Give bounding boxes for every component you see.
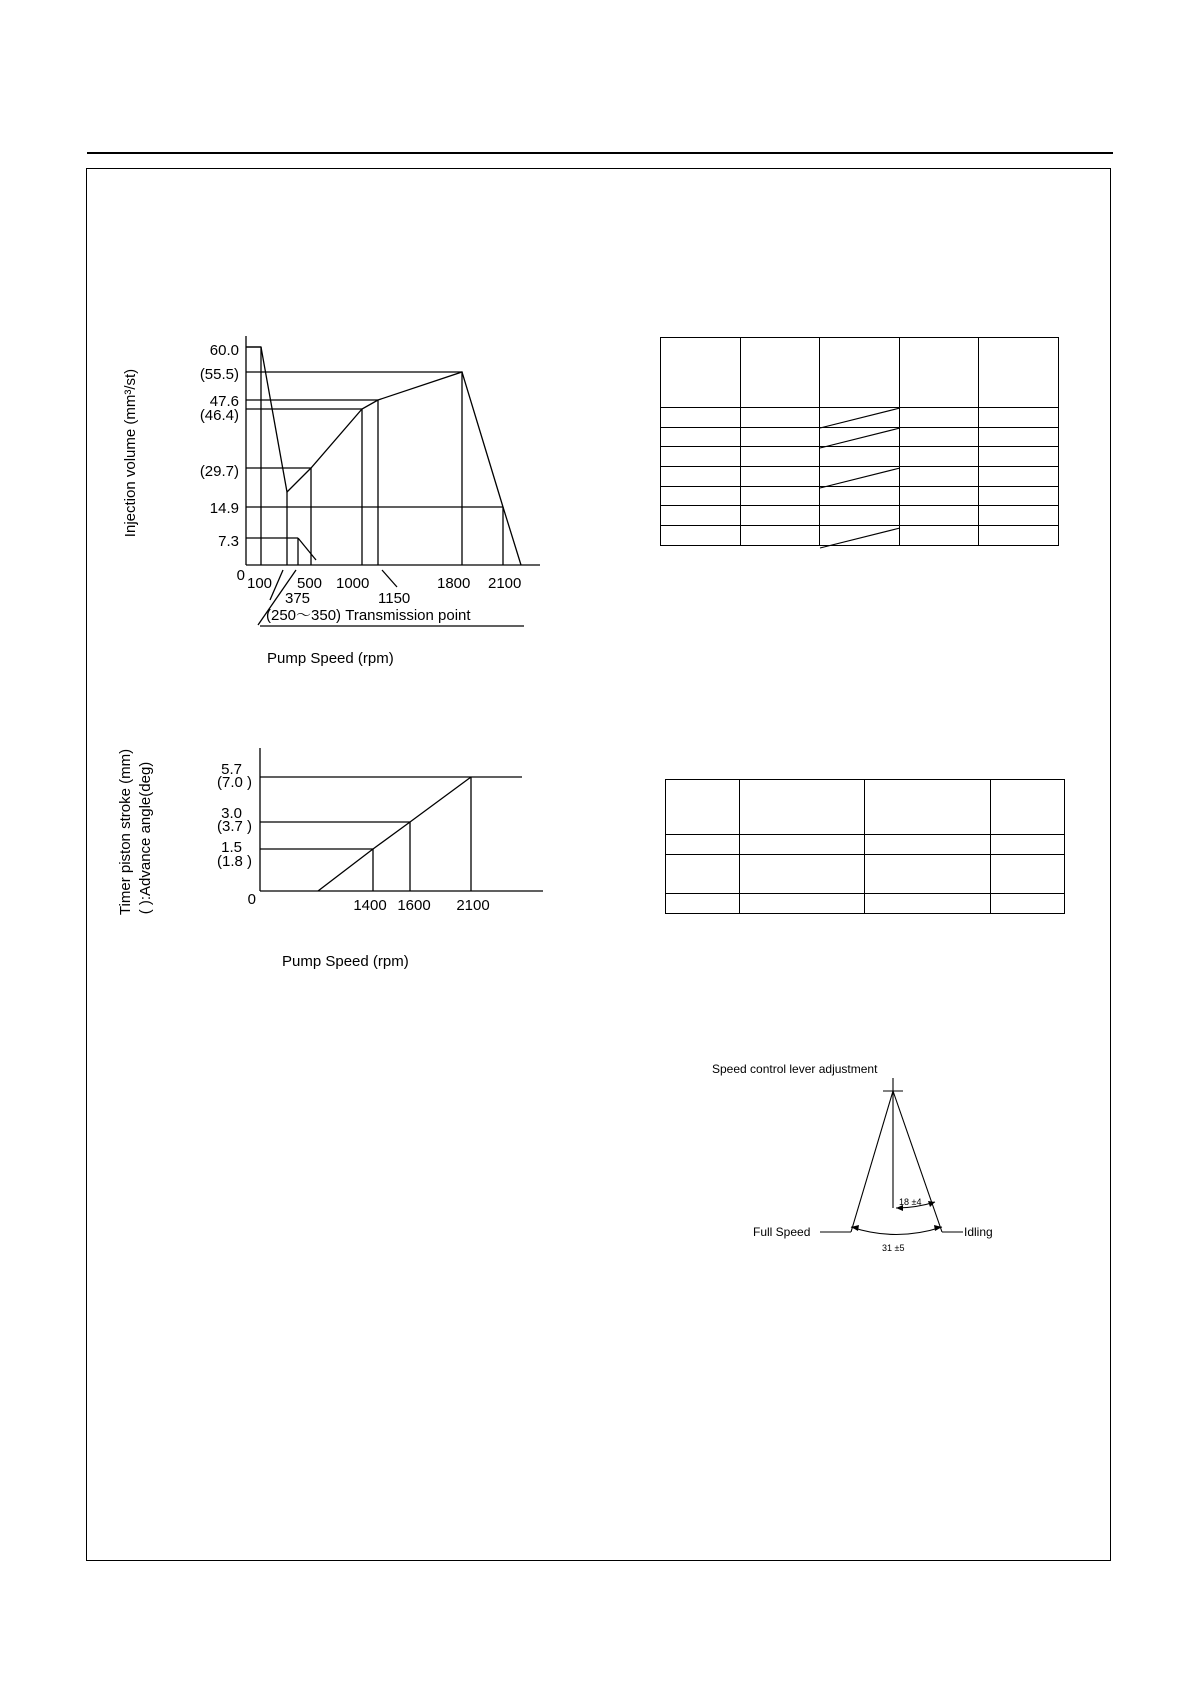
- outer-angle-arc: [851, 1227, 942, 1235]
- ytick-60: 60.0: [209, 342, 239, 359]
- xtick-1150: 1150: [378, 590, 411, 607]
- ytick-29-7: (29.7): [199, 463, 239, 480]
- timer-ytick-3-7: (3.7 ): [216, 818, 252, 835]
- full-speed-label: Full Speed: [753, 1225, 811, 1239]
- injection-xlabel: Pump Speed (rpm): [267, 650, 394, 667]
- timer-ytick-0: 0: [247, 891, 256, 908]
- ytick-47-6: 47.6: [209, 393, 239, 410]
- idling-arm: [893, 1091, 942, 1232]
- ytick-55-5: (55.5): [199, 366, 239, 383]
- xtick-1800: 1800: [437, 575, 471, 592]
- ytick-0: 0: [236, 567, 245, 584]
- full-speed-arm: [851, 1091, 893, 1232]
- idling-label: Idling: [964, 1225, 993, 1239]
- injection-ylabel: Injection volume (mm³/st): [122, 368, 139, 538]
- timer-xlabel: Pump Speed (rpm): [282, 953, 409, 970]
- timer-ytick-7-0: (7.0 ): [216, 774, 252, 791]
- xtick-1000: 1000: [336, 575, 370, 592]
- timer-ylabel-line2: ( ):Advance angle(deg): [137, 761, 154, 915]
- xtick-2100: 2100: [488, 575, 522, 592]
- timer-ytick-1-5: 1.5: [221, 839, 242, 856]
- timer-xtick-1400: 1400: [353, 897, 387, 914]
- xtick-100: 100: [247, 575, 273, 592]
- timer-ylabel-line1: Timer piston stroke (mm): [117, 748, 134, 916]
- timer-xtick-1600: 1600: [397, 897, 431, 914]
- outer-angle-label: 31 ±5: [882, 1243, 905, 1253]
- inner-angle-label: 18 ±4: [899, 1197, 922, 1207]
- xtick-500: 500: [297, 575, 323, 592]
- ytick-46-4: (46.4): [199, 407, 239, 424]
- timer-ytick-1-8: (1.8 ): [216, 853, 252, 870]
- inner-arrow-right: [928, 1201, 935, 1207]
- timer-ytick-3-0: 3.0: [221, 805, 242, 822]
- ytick-14-9: 14.9: [209, 500, 239, 517]
- ytick-7-3: 7.3: [218, 533, 239, 550]
- timer-ytick-5-7: 5.7: [221, 761, 242, 778]
- lever-diagram-title: Speed control lever adjustment: [712, 1062, 878, 1076]
- xtick-375: 375: [285, 590, 311, 607]
- timer-xtick-2100: 2100: [456, 897, 490, 914]
- transmission-label: (250〜350) Transmission point: [266, 607, 471, 624]
